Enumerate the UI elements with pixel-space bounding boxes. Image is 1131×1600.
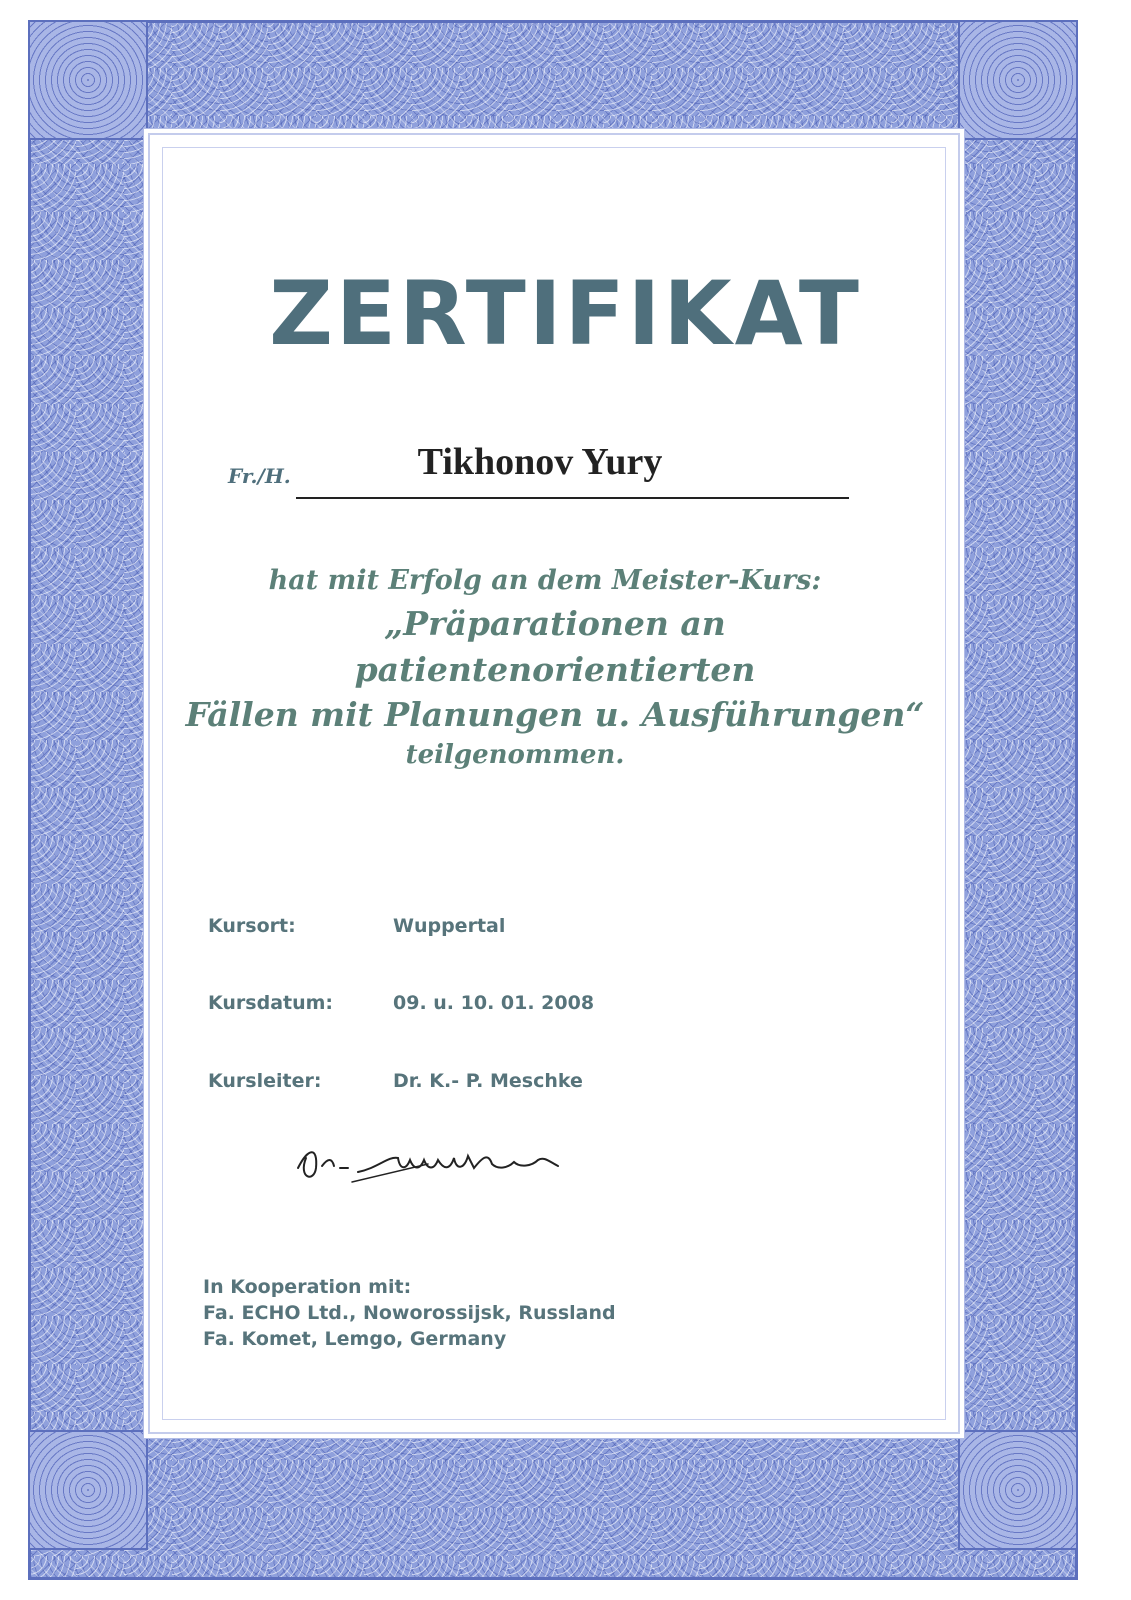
course-outro: teilgenommen. <box>405 740 625 770</box>
course-leader-value: Dr. K.- P. Meschke <box>393 1070 583 1092</box>
course-title-line-1: „Präparationen an <box>384 604 726 643</box>
course-location-value: Wuppertal <box>393 915 506 937</box>
certificate-title: ZERTIFIKAT <box>269 262 862 365</box>
name-underline <box>296 497 849 499</box>
corner-ornament-bottom-left <box>28 1430 148 1550</box>
course-title-line-2: patientenorientierten <box>354 650 756 689</box>
course-leader-label: Kursleiter: <box>208 1070 322 1092</box>
corner-ornament-top-left <box>28 20 148 140</box>
course-date-label: Kursdatum: <box>208 992 334 1014</box>
salutation-label: Fr./H. <box>228 464 291 488</box>
cooperation-heading: In Kooperation mit: <box>203 1276 412 1298</box>
corner-ornament-bottom-right <box>958 1430 1078 1550</box>
course-date-value: 09. u. 10. 01. 2008 <box>393 992 595 1014</box>
course-intro: hat mit Erfolg an dem Meister-Kurs: <box>268 565 822 596</box>
course-title-line-3: Fällen mit Planungen u. Ausführungen“ <box>185 695 925 734</box>
recipient-name: Tikhonov Yury <box>417 441 663 483</box>
cooperation-partner-2: Fa. Komet, Lemgo, Germany <box>203 1328 507 1350</box>
corner-ornament-top-right <box>958 20 1078 140</box>
signature <box>288 1128 608 1188</box>
cooperation-partner-1: Fa. ECHO Ltd., Noworossijsk, Russland <box>203 1302 616 1324</box>
course-location-label: Kursort: <box>208 915 296 937</box>
